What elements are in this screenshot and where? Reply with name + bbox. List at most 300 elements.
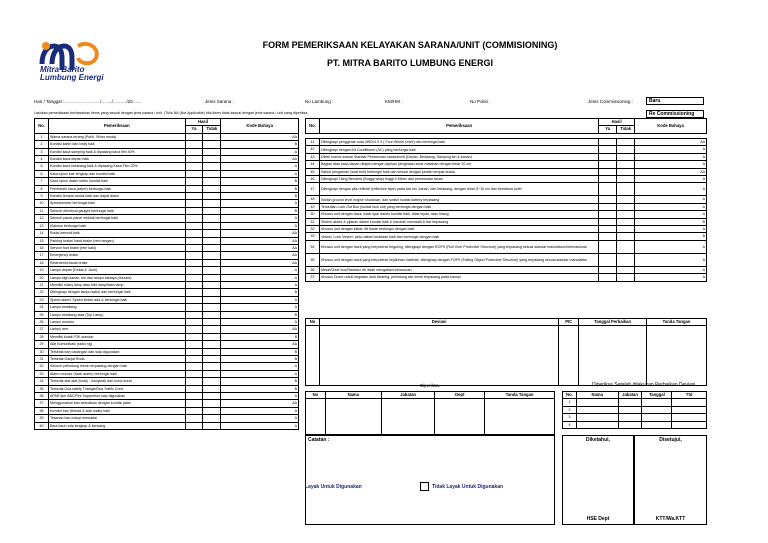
tidak-cell[interactable] [617, 240, 635, 253]
ya-cell[interactable] [185, 385, 203, 392]
ya-cell[interactable] [599, 266, 617, 273]
tidak-cell[interactable] [617, 146, 635, 153]
row-item: Retarder/exhaust brake [48, 259, 185, 266]
ya-cell[interactable] [185, 400, 203, 407]
ya-cell[interactable] [599, 211, 617, 218]
table-row [306, 139, 707, 146]
tidak-cell[interactable] [617, 139, 635, 146]
row-item: Sabuk pengaman (seat belt) berfungsi baik dan sesuai dengan jumlah tempat duduk [319, 168, 598, 175]
table-row [306, 253, 707, 266]
ktt-label: KTT/Wa.KTT [655, 516, 686, 522]
row-number: 28 [35, 333, 49, 340]
jenis-commissioning-label: Jenis Commissioning : [588, 99, 634, 104]
row-number: 48 [306, 196, 320, 203]
setelah-row[interactable] [563, 421, 707, 428]
tidak-cell[interactable] [617, 274, 635, 281]
catatan-label: Catatan : [308, 437, 330, 443]
setelah-row[interactable] [563, 414, 707, 421]
kode-bahaya-cell: A [221, 267, 299, 274]
row-number: 34 [35, 378, 49, 385]
table-row [306, 266, 707, 273]
row-number: 21 [35, 281, 49, 288]
ya-cell[interactable] [185, 178, 203, 185]
table-row [306, 176, 707, 183]
catatan-box[interactable] [305, 435, 555, 525]
ya-cell[interactable] [185, 281, 203, 288]
kode-bahaya-cell: A [635, 176, 707, 183]
ya-cell[interactable] [185, 333, 203, 340]
diperiksa-header-nama: Nama [325, 392, 381, 399]
kode-bahaya-cell: A [221, 163, 299, 170]
row-number: 25 [35, 311, 49, 318]
row-item: Speed alarm/ Speed limiter ada & berfungsi baik [48, 296, 185, 303]
ya-cell[interactable] [599, 161, 617, 168]
row-number: 11 [35, 207, 49, 214]
table-row [35, 356, 299, 363]
ya-cell[interactable] [185, 393, 203, 400]
setelah-row-number: 3 [563, 414, 577, 421]
row-item: Tersedia Dua safety Triangle/Dua Traffic Cone [48, 385, 185, 392]
ya-cell[interactable] [185, 356, 203, 363]
row-item: Seluruh electrical gauges berfungsi baik [48, 207, 185, 214]
kode-bahaya-cell: B [221, 289, 299, 296]
kode-bahaya-cell: A [635, 203, 707, 210]
deviasi-header-no: No [306, 319, 320, 326]
row-number: 41 [306, 139, 320, 146]
tidak-layak-checkbox[interactable] [420, 482, 429, 491]
table-row [35, 267, 299, 274]
table-row [35, 348, 299, 355]
ya-cell[interactable] [185, 141, 203, 148]
ya-cell[interactable] [599, 274, 617, 281]
tidak-cell[interactable] [203, 333, 221, 340]
kode-bahaya-cell: B [221, 178, 299, 185]
setelah-header-tanggal: Tanggal [642, 392, 672, 399]
row-number: 6 [35, 170, 49, 177]
ya-cell[interactable] [185, 370, 203, 377]
ya-cell[interactable] [185, 133, 203, 140]
row-number: 9 [35, 193, 49, 200]
tidak-cell[interactable] [203, 289, 221, 296]
kode-bahaya-cell: A [221, 304, 299, 311]
ya-cell[interactable] [185, 318, 203, 325]
ya-cell[interactable] [599, 183, 617, 196]
tidak-cell[interactable] [617, 176, 635, 183]
ya-cell[interactable] [599, 233, 617, 240]
kode-bahaya-cell: AA [221, 259, 299, 266]
tidak-cell[interactable] [203, 185, 221, 192]
ya-cell[interactable] [185, 415, 203, 422]
tidak-cell[interactable] [617, 253, 635, 266]
row-number: 51 [306, 218, 320, 225]
row-number: 53 [306, 233, 320, 240]
kode-bahaya-cell: A [635, 161, 707, 168]
header-no: No. [35, 119, 49, 134]
ya-cell[interactable] [185, 156, 203, 163]
kode-bahaya-cell: B [221, 356, 299, 363]
row-item: Tersedia alat-alat (tools) : dongkrak dan kunci-kunci [48, 378, 185, 385]
tidak-cell[interactable] [203, 385, 221, 392]
row-item: Parking brake/ hand brake (rem tangan) [48, 237, 185, 244]
row-number: 3 [35, 148, 49, 155]
tidak-cell[interactable] [617, 168, 635, 175]
company-name: PT. MITRA BARITO LUMBUNG ENERGI [327, 58, 493, 68]
tidak-cell[interactable] [203, 230, 221, 237]
row-item: Tersedia ban cadangan dan siap digunakan [48, 348, 185, 355]
tidak-cell[interactable] [203, 281, 221, 288]
ya-cell[interactable] [185, 237, 203, 244]
ya-cell[interactable] [599, 253, 617, 266]
row-item: Seluruh panel-panel elektrik berfungsi baik [48, 215, 185, 222]
table-row [306, 233, 707, 240]
kode-bahaya-cell: A [221, 393, 299, 400]
tidak-cell[interactable] [203, 170, 221, 177]
row-item: Memiliki rotary lamp atau blitz lamp/flash lamp [48, 281, 185, 288]
layak-option[interactable] [305, 484, 362, 490]
ya-cell[interactable] [599, 240, 617, 253]
diperiksa-setelah-table [562, 391, 707, 429]
ya-cell[interactable] [185, 148, 203, 155]
kode-bahaya-cell: A [221, 422, 299, 429]
tidak-cell[interactable] [203, 163, 221, 170]
tidak-cell[interactable] [617, 203, 635, 210]
tidak-cell[interactable] [203, 356, 221, 363]
tidak-cell[interactable] [203, 407, 221, 414]
km-hm-label: KM/HM : [385, 99, 403, 104]
kode-bahaya-cell: A [635, 266, 707, 273]
row-item: Memiliki kotak P3K standar [48, 333, 185, 340]
tidak-cell[interactable] [203, 141, 221, 148]
header-kode-bahaya: Kode Bahaya [221, 119, 299, 134]
tidak-cell[interactable] [203, 259, 221, 266]
row-item: Pembersih kaca (wiper) berfungsi baik [48, 185, 185, 192]
tidak-cell[interactable] [203, 200, 221, 207]
tidak-cell[interactable] [203, 326, 221, 333]
ya-cell[interactable] [185, 185, 203, 192]
diperiksa-header-no: No [306, 392, 326, 399]
ya-cell[interactable] [185, 259, 203, 266]
tidak-cell[interactable] [617, 233, 635, 240]
setelah-row[interactable] [563, 406, 707, 413]
ya-cell[interactable] [185, 326, 203, 333]
row-item: Bagian atas kaca depan dilapisi dengan lapisan penghalau sinar matahari dengan lebar 20 cm [319, 161, 598, 168]
kode-bahaya-cell: A [635, 153, 707, 160]
tidak-cell[interactable] [203, 422, 221, 429]
tidak-layak-label: Tidak Layak Untuk Digunakan [432, 484, 504, 490]
kode-bahaya-cell: B [221, 378, 299, 385]
re-commissioning-option[interactable]: Re Commissioning [646, 110, 704, 118]
header-pemeriksaan: Pemeriksaan [48, 119, 185, 134]
tidak-cell[interactable] [617, 211, 635, 218]
ya-cell[interactable] [185, 207, 203, 214]
tidak-cell[interactable] [203, 370, 221, 377]
ya-cell[interactable] [185, 341, 203, 348]
tidak-cell[interactable] [617, 196, 635, 203]
tidak-cell[interactable] [617, 266, 635, 273]
row-number: 40 [35, 422, 49, 429]
header-no: No. [306, 119, 320, 134]
row-item: Klakson berfungsi baik [48, 222, 185, 229]
tidak-cell[interactable] [203, 304, 221, 311]
row-item: Tekanan ban cukup memadai [48, 415, 185, 422]
row-item: Khusus unit dengan track yang berpotensi terguling, dilengkapi dengan ROPS (Roll Over Protective Structure) yang terpasang sesuai standar manufaktur/internasional [319, 240, 598, 253]
tidak-cell[interactable] [203, 363, 221, 370]
tidak-cell[interactable] [203, 378, 221, 385]
row-item: Menggunakan ban sesuaikan dengan kondisi jalan [48, 400, 185, 407]
row-item: Seluruh pelindung mesin terpasang dengan baik [48, 363, 185, 370]
tidak-cell[interactable] [203, 133, 221, 140]
tidak-cell[interactable] [203, 393, 221, 400]
row-item: Roda/ kemudi baik [48, 230, 185, 237]
table-row [35, 170, 299, 177]
layak-label: Layak Untuk Digunakan [305, 484, 362, 490]
setelah-header-ttd: Ttd [672, 392, 707, 399]
row-number: 16 [35, 244, 49, 251]
header-kode-bahaya: Kode Bahaya [635, 119, 707, 134]
tidak-cell[interactable] [203, 415, 221, 422]
tidak-cell[interactable] [203, 222, 221, 229]
tidak-cell[interactable] [203, 252, 221, 259]
row-item: Kaca spion dalam kabin kondisi baik [48, 178, 185, 185]
ya-cell[interactable] [185, 378, 203, 385]
ya-cell[interactable] [599, 196, 617, 203]
tidak-cell[interactable] [203, 400, 221, 407]
header-tidak: Tidak [617, 126, 635, 133]
row-item: Lampu mundur [48, 318, 185, 325]
table-row [35, 193, 299, 200]
kode-bahaya-cell: A [221, 281, 299, 288]
kode-bahaya-cell: B [221, 207, 299, 214]
logo-line2: Lumbung Energi [40, 73, 104, 82]
ya-cell[interactable] [185, 311, 203, 318]
table-row [35, 133, 299, 140]
ya-cell[interactable] [599, 146, 617, 153]
disetujui-box[interactable] [634, 435, 707, 525]
row-number: 55 [306, 253, 320, 266]
row-number: 47 [306, 183, 320, 196]
tidak-cell[interactable] [617, 153, 635, 160]
tidak-cell[interactable] [203, 156, 221, 163]
row-item: Speedometer berfungsi baik [48, 200, 185, 207]
row-item: Warna sarana terang (Putih, Silver muda) [48, 133, 185, 140]
kode-bahaya-cell: B [221, 348, 299, 355]
row-number: 42 [306, 146, 320, 153]
date-field[interactable]: Hari / Tanggal :……………………/……./………/20…… [34, 99, 142, 104]
right-table-header [305, 118, 707, 134]
table-row [35, 178, 299, 185]
diperiksa-header-jabatan: Jabatan [381, 392, 435, 399]
row-item: Kondisi kaca depan baik [48, 156, 185, 163]
no-lambung-label: No Lambung : [305, 99, 334, 104]
table-row [35, 185, 299, 192]
kode-bahaya-cell: AA [635, 139, 707, 146]
tidak-cell[interactable] [203, 267, 221, 274]
table-row [35, 281, 299, 288]
jenis-sarana-label: Jenis Sarana : [205, 99, 234, 104]
row-number: 8 [35, 185, 49, 192]
ya-cell[interactable] [185, 170, 203, 177]
ya-cell[interactable] [185, 163, 203, 170]
kode-bahaya-cell: AA [221, 252, 299, 259]
kode-bahaya-cell: B [635, 218, 707, 225]
row-item: Khusus unit dengan track yang berpotensi kejatuhan material, dilengkapi dengan FOPS (Falling Object Protective Structure) yang terpasang sesuai standar manufaktur [319, 253, 598, 266]
row-item: Tersedia Ganjal Roda [48, 356, 185, 363]
row-item: Dilengkapi dengan pita reflectif (reflective tape) pada sisi kiri, kanan, dan belakang, dengan lebar 5~10 cm dan berwarna putih [319, 183, 598, 196]
kode-bahaya-cell: B [221, 385, 299, 392]
tidak-cell[interactable] [203, 348, 221, 355]
kode-bahaya-cell: B [221, 193, 299, 200]
row-number: 50 [306, 211, 320, 218]
kode-bahaya-cell: AA [635, 168, 707, 175]
tidak-cell[interactable] [203, 274, 221, 281]
table-row [306, 196, 707, 203]
ya-cell[interactable] [185, 304, 203, 311]
diketahui-box[interactable] [562, 435, 634, 525]
ya-cell[interactable] [599, 168, 617, 175]
row-number: 23 [35, 296, 49, 303]
ya-cell[interactable] [185, 296, 203, 303]
row-item: Kondisi kabin dan body baik [48, 141, 185, 148]
row-number: 26 [35, 318, 49, 325]
table-row [306, 161, 707, 168]
row-item: Lampu sign kanan, kiri dan lampu bahaya (Hazard) [48, 274, 185, 281]
ya-cell[interactable] [185, 363, 203, 370]
tidak-cell[interactable] [203, 193, 221, 200]
ya-cell[interactable] [185, 252, 203, 259]
row-item: APAR tipe ABC/Fire Suppretion siap digunakan [48, 393, 185, 400]
tidak-cell[interactable] [203, 296, 221, 303]
ya-cell[interactable] [185, 222, 203, 229]
table-row [35, 400, 299, 407]
row-number: 7 [35, 178, 49, 185]
row-number: 15 [35, 237, 49, 244]
tidak-cell[interactable] [203, 215, 221, 222]
row-number: 37 [35, 400, 49, 407]
setelah-row[interactable] [563, 399, 707, 406]
ya-cell[interactable] [599, 139, 617, 146]
ya-cell[interactable] [599, 176, 617, 183]
row-number: 32 [35, 363, 49, 370]
table-row [35, 407, 299, 414]
row-item: Lampu belakang atas (Top Lamp) [48, 311, 185, 318]
row-number: 56 [306, 266, 320, 273]
table-row [35, 326, 299, 333]
row-number: 14 [35, 230, 49, 237]
ya-cell[interactable] [599, 218, 617, 225]
row-number: 17 [35, 252, 49, 259]
ya-cell[interactable] [599, 203, 617, 210]
kode-bahaya-cell: A [221, 170, 299, 177]
deviasi-table [305, 318, 707, 386]
ya-cell[interactable] [185, 193, 203, 200]
deviasi-header-pic: PIC [559, 319, 579, 326]
ya-cell[interactable] [185, 289, 203, 296]
baru-option[interactable]: Baru [646, 97, 704, 105]
ya-cell[interactable] [185, 407, 203, 414]
kode-bahaya-cell: A [221, 274, 299, 281]
table-row [35, 141, 299, 148]
row-item: Lampu depan (Dekat & Jauh) [48, 267, 185, 274]
row-number: 36 [35, 393, 49, 400]
ya-cell[interactable] [599, 226, 617, 233]
ya-cell[interactable] [185, 267, 203, 274]
table-row [35, 222, 299, 229]
deviasi-header-deviasi: Deviasi [319, 319, 558, 326]
ya-cell[interactable] [185, 230, 203, 237]
diketahui-label: Diketahui, [586, 437, 610, 443]
tidak-cell[interactable] [203, 341, 221, 348]
kode-bahaya-cell: A [635, 211, 707, 218]
ya-cell[interactable] [185, 244, 203, 251]
kode-bahaya-cell: A [635, 183, 707, 196]
tidak-layak-option[interactable] [432, 484, 503, 490]
header-ya: Ya [599, 126, 617, 133]
table-row [35, 215, 299, 222]
row-number: 54 [306, 240, 320, 253]
tidak-cell[interactable] [617, 183, 635, 196]
tidak-cell[interactable] [203, 148, 221, 155]
ya-cell[interactable] [185, 215, 203, 222]
tidak-cell[interactable] [203, 318, 221, 325]
kode-bahaya-cell: B [221, 311, 299, 318]
table-row [35, 237, 299, 244]
tidak-cell[interactable] [203, 207, 221, 214]
ya-cell[interactable] [599, 153, 617, 160]
table-row [35, 244, 299, 251]
ya-cell[interactable] [185, 422, 203, 429]
ya-cell[interactable] [185, 200, 203, 207]
row-number: 24 [35, 304, 49, 311]
diperiksa-row[interactable] [306, 399, 555, 435]
tidak-cell[interactable] [203, 237, 221, 244]
tidak-cell[interactable] [203, 244, 221, 251]
tidak-cell[interactable] [203, 311, 221, 318]
deviasi-row[interactable] [306, 326, 707, 386]
tidak-cell[interactable] [617, 161, 635, 168]
tidak-cell[interactable] [617, 226, 635, 233]
row-number: 5 [35, 163, 49, 170]
kode-bahaya-cell: AA [221, 156, 299, 163]
row-number: 39 [35, 415, 49, 422]
kode-bahaya-cell: A [221, 215, 299, 222]
table-row [35, 304, 299, 311]
row-number: 13 [35, 222, 49, 229]
kode-bahaya-cell: AA [221, 326, 299, 333]
table-row [35, 393, 299, 400]
row-number: 10 [35, 200, 49, 207]
row-item: Lampu belakang [48, 304, 185, 311]
kode-bahaya-cell: B [221, 333, 299, 340]
table-row [306, 226, 707, 233]
tidak-cell[interactable] [203, 178, 221, 185]
diperiksa-header-dept: Dept [435, 392, 485, 399]
tidak-cell[interactable] [617, 218, 635, 225]
deviasi-header-ttd: Tanda Tangan [647, 319, 707, 326]
kode-bahaya-cell: AA [221, 230, 299, 237]
row-item: Dilengkapi dengan Air Conditioner (AC) yang berfungsi baik [319, 146, 598, 153]
disetujui-label: Disetujui, [659, 437, 682, 443]
ya-cell[interactable] [185, 274, 203, 281]
row-number: 27 [35, 326, 49, 333]
setelah-header-jabatan: Jabatan [618, 392, 642, 399]
ya-cell[interactable] [185, 348, 203, 355]
setelah-row-number: 1 [563, 399, 577, 406]
row-item: Service foot brake (rem kaki) [48, 244, 185, 251]
table-row [35, 207, 299, 214]
kode-bahaya-cell: A [635, 146, 707, 153]
table-row [35, 259, 299, 266]
logo-line1: Mitra Barito [40, 65, 85, 74]
